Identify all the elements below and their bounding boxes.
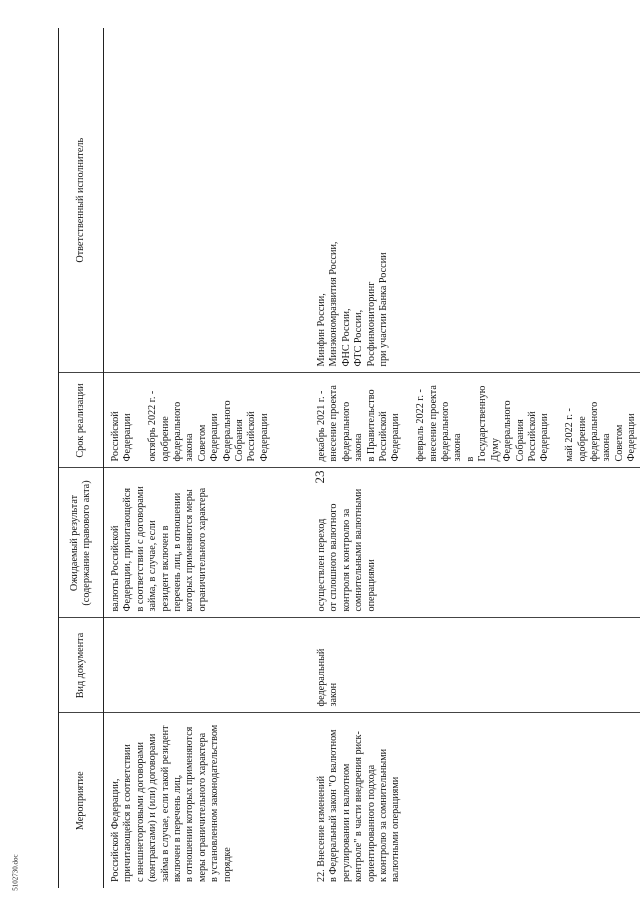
- table-header-row: [59, 28, 104, 888]
- cell-doc-type: [104, 618, 311, 713]
- cell-result: осуществлен переход от сплошного валютного контроля к контролю за сомнительными валютными операциями: [310, 468, 640, 618]
- cell-event: Российской Федерации, причитающейся в соответствии с внешнеторговыми договорами (контрактами) и (или) договорами займа в случае, если такой резидент включен в перечень лиц, в отношении которых применяются меры ограничительного характера в установленном законодательством порядке: [110, 724, 233, 882]
- header-responsible: Ответственный исполнитель: [59, 28, 104, 373]
- header-event: Мероприятие: [59, 713, 104, 888]
- cell-deadline: декабрь 2021 г. - внесение проекта федерального закона в Правительство Российской Федерации февраль 2022 г. - внесение проекта федерального закона в Государственную Думу Федерального Собрания Российской Федерации май 2022 г. - одобрение федерального закона Советом Федерации: [310, 373, 640, 468]
- measures-table: [58, 28, 640, 888]
- header-doc-type: Вид документа: [59, 618, 104, 713]
- cell-doc-type: федеральный закон: [310, 618, 640, 713]
- table-row: [104, 28, 311, 888]
- table-row: [310, 28, 640, 888]
- header-result: Ожидаемый результат (содержание правового акта): [59, 468, 104, 618]
- header-deadline: Срок реализации: [59, 373, 104, 468]
- cell-result: валюты Российской Федерации, причитающейся в соответствии с договорами займа, в случае, если резидент включен в перечень лиц, в отношении которых применяются меры ограничительного характера: [104, 468, 311, 618]
- cell-deadline: Российской Федерации октябрь 2022 г. - одобрение федерального закона Советом Федерации Федерального Собрания Российской Федерации: [104, 373, 311, 468]
- file-name: 5102730.doc: [11, 854, 20, 891]
- page-number: 23: [312, 470, 327, 484]
- cell-responsible: [104, 28, 311, 373]
- cell-responsible: Минфин России, Минэкономразвития России, ФНС России, ФТС России, Росфинмониторинг при участии Банка России: [310, 28, 640, 373]
- measures-table-container: [58, 28, 638, 888]
- cell-event: 22. Внесение изменений в Федеральный закон "О валютном регулировании и валютном контроле" в части внедрения риск- ориентированного подхода к контролю за сомнительными валютными операциями: [310, 713, 640, 888]
